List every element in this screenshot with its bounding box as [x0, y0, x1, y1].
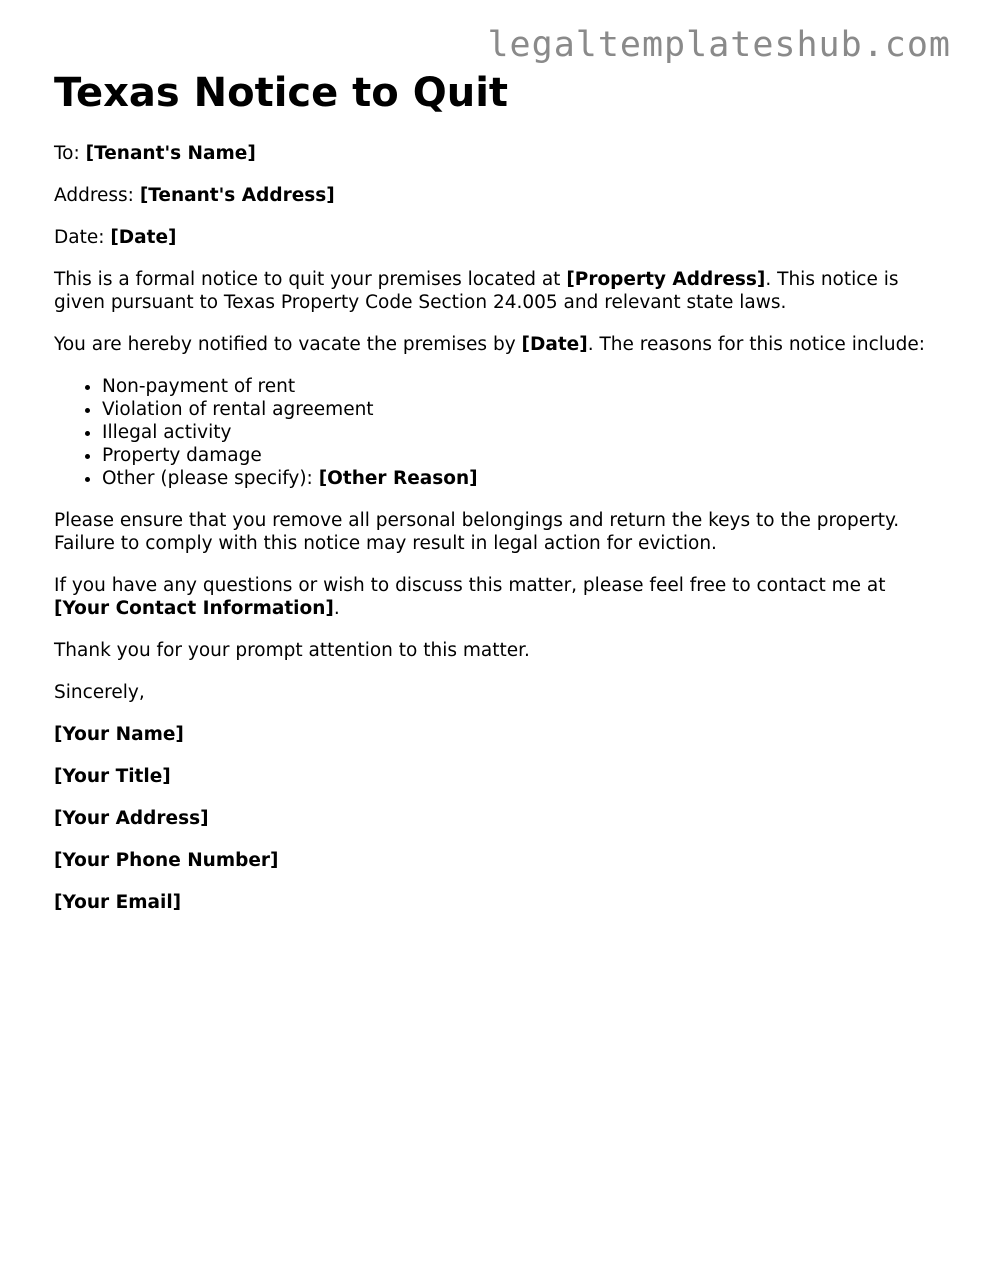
- other-reason-placeholder: [Other Reason]: [318, 468, 478, 489]
- notice-text-cont: . This notice is given pursuant to Texas Property Code Section 24.005 and relevant state laws.: [54, 269, 899, 313]
- reasons-list: [54, 375, 934, 490]
- list-item: • Non-payment of rent: [102, 375, 934, 398]
- signature-name: [Your Name]: [54, 724, 184, 745]
- to-label: To:: [54, 143, 80, 164]
- vacate-text-cont: . The reasons for this notice include:: [587, 334, 925, 355]
- notice-paragraph: [54, 268, 934, 314]
- address-line: [54, 184, 934, 207]
- contact-info-placeholder: [Your Contact Information]: [54, 598, 334, 619]
- vacate-text: You are hereby notified to vacate the premises by: [54, 334, 516, 355]
- list-item: • Property damage: [102, 444, 934, 467]
- date-placeholder: [Date]: [110, 227, 177, 248]
- signature-email: [Your Email]: [54, 892, 182, 913]
- contact-paragraph: [54, 574, 934, 620]
- list-item-other: [102, 467, 934, 490]
- document-body: [54, 70, 934, 914]
- closing: Sincerely,: [54, 682, 145, 703]
- watermark: legaltemplateshub.com: [487, 25, 951, 65]
- list-item: • Illegal activity: [102, 421, 934, 444]
- date-label: Date:: [54, 227, 105, 248]
- signature-address: [Your Address]: [54, 808, 209, 829]
- contact-text: If you have any questions or wish to discuss this matter, please feel free to contact me at: [54, 575, 886, 596]
- vacate-paragraph: [54, 333, 934, 356]
- belongings-paragraph: Please ensure that you remove all personal belongings and return the keys to the property. Failure to comply with this notice may result in legal action for eviction.: [54, 510, 900, 554]
- vacate-date-placeholder: [Date]: [521, 334, 588, 355]
- signature-phone: [Your Phone Number]: [54, 850, 279, 871]
- contact-text-end: .: [333, 598, 340, 619]
- date-line: [54, 226, 934, 249]
- signature-title: [Your Title]: [54, 766, 171, 787]
- tenant-address-placeholder: [Tenant's Address]: [139, 185, 335, 206]
- property-address-placeholder: [Property Address]: [566, 269, 766, 290]
- to-line: [54, 142, 934, 165]
- page-title: Texas Notice to Quit: [54, 70, 509, 116]
- thanks-paragraph: Thank you for your prompt attention to this matter.: [54, 640, 530, 661]
- address-label: Address:: [54, 185, 134, 206]
- tenant-name-placeholder: [Tenant's Name]: [85, 143, 256, 164]
- notice-text: This is a formal notice to quit your premises located at: [54, 269, 561, 290]
- other-reason-label: Other (please specify):: [102, 468, 313, 489]
- list-item: • Violation of rental agreement: [102, 398, 934, 421]
